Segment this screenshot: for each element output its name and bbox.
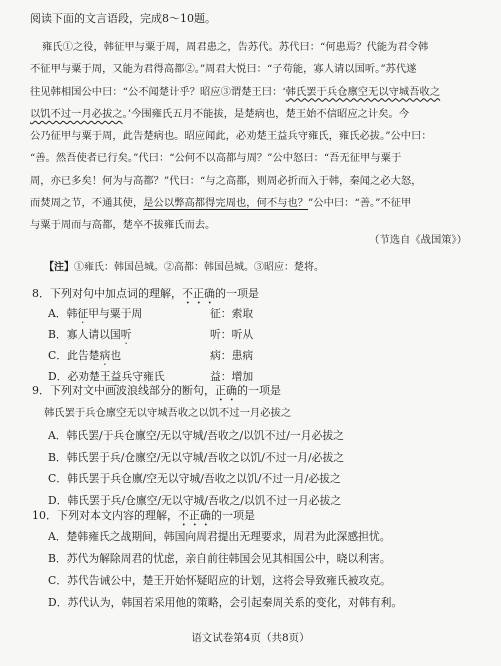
emphasis-text: 不正确 xyxy=(178,509,211,522)
passage-text: 往见韩相国公中曰：“公不闻楚计乎？昭应③谓楚王曰：‘ xyxy=(30,85,286,98)
passage-line xyxy=(30,103,476,125)
dotted-word: 益 xyxy=(110,370,122,383)
option-text: 楚韩雍氏之战期间，韩国向周君提出无理要求，周君为此深感担忧。 xyxy=(66,530,391,543)
classical-passage xyxy=(30,36,476,237)
stem-text: 9．下列对文中画波浪线部分的断句， xyxy=(32,384,215,397)
option-label: A． xyxy=(48,530,67,543)
dotted-word: 病 xyxy=(99,349,111,362)
passage-line xyxy=(30,36,476,58)
reading-instructions: 阅读下面的文言语段，完成8～10题。 xyxy=(30,12,216,25)
passage-text: ”公中曰：“善。”不征甲 xyxy=(308,197,412,210)
passage-text: 与粟于周而与高都，楚卒不拔雍氏而去。 xyxy=(30,219,216,232)
option-text: 苏代认为，韩国若采用他的策略，会引起秦周关系的变化，对韩有利。 xyxy=(67,596,403,609)
option-gloss: 益：增加 xyxy=(210,370,254,383)
note-text: ①雍氏：韩国邑城。②高都：韩国邑城。③昭应：楚将。 xyxy=(74,262,324,273)
passage-text: 而焚周之节，不通其使， xyxy=(30,197,144,210)
q9-option-d[interactable] xyxy=(48,493,341,508)
option-text: 甲与粟于周 xyxy=(88,307,143,320)
option-label: D． xyxy=(48,596,68,609)
option-text: 韩氏罢/于兵仓廪空/无以守城/吾收之/以饥不过/一月必拔之 xyxy=(66,429,344,442)
stem-text: 的一项是 xyxy=(211,509,255,522)
passage-text: 周，亦已多矣！何为与高都？”代曰：“与之高都，则周必折而入于韩，秦闻之必大怒， xyxy=(30,174,422,187)
passage-text: 。’今围雍氏五月不能拔，是楚病也，楚王始不信昭应之计矣。今 xyxy=(122,107,410,120)
emphasis-text: 不正确 xyxy=(182,287,215,300)
q9-option-c[interactable] xyxy=(48,471,341,486)
q9-quoted-sentence: 韩氏罢于兵仓廪空无以守城吾收之以饥不过一月必拔之 xyxy=(44,407,292,419)
dotted-word: 听 xyxy=(120,328,132,341)
page-footer: 语文试卷第4页（共8页） xyxy=(191,632,310,644)
q9-option-a[interactable] xyxy=(48,428,344,443)
option-text: 韩氏罢于兵仓廪/空无以守城/吾收之以饥/不过一月/必拔之 xyxy=(67,472,341,485)
option-label: B． xyxy=(48,451,67,464)
passage-line xyxy=(30,192,476,214)
footnote xyxy=(44,258,324,273)
question-10-stem xyxy=(32,507,255,529)
option-label: B． xyxy=(48,552,67,565)
option-text: 韩 xyxy=(66,307,78,320)
option-text: 此告楚 xyxy=(67,349,100,362)
option-label: C． xyxy=(48,574,68,587)
passage-text: “善。然吾使者已行矣。”代曰：“公何不以高都与周？”公中怒曰：“吾无征甲与粟于 xyxy=(30,152,402,165)
passage-line xyxy=(30,170,476,192)
option-text: 必劝楚王 xyxy=(67,370,111,383)
dotted-word: 征 xyxy=(77,307,89,320)
stem-text: 的一项是 xyxy=(215,287,259,300)
option-text: 寡人请以国 xyxy=(66,328,121,341)
passage-text: 公乃征甲与粟于周，此告楚病也。昭应闻此，必劝楚王益兵守雍氏，雍氏必拔。”公中曰： xyxy=(30,130,432,143)
option-text: 也 xyxy=(110,349,122,362)
passage-text: 雍氏①之役，韩征甲与粟于周，周君患之，告苏代。苏代曰：“何患焉？代能为君令韩 xyxy=(42,41,429,53)
option-gloss: 征：索取 xyxy=(210,307,254,320)
q10-option-b[interactable] xyxy=(48,551,391,566)
passage-line xyxy=(30,125,476,147)
q8-option-c[interactable] xyxy=(48,348,254,368)
option-text: 苏代告诫公中，楚王开始怀疑昭应的计划，这将会导致雍氏被攻克。 xyxy=(67,574,391,587)
q10-option-a[interactable] xyxy=(48,529,391,544)
question-8-stem xyxy=(32,285,259,307)
q8-option-a[interactable] xyxy=(48,306,254,326)
q10-option-c[interactable] xyxy=(48,573,391,588)
option-label: C． xyxy=(48,349,68,362)
option-text: 韩氏罢于兵/仓廪空/无以守城/吾收之以饥/不过一月/必拔之 xyxy=(66,451,345,464)
q10-option-d[interactable] xyxy=(48,595,402,610)
option-gloss: 听：听从 xyxy=(210,328,254,341)
wavy-underlined-text: 以饥不过一月必拔之 xyxy=(30,107,123,120)
option-label: D． xyxy=(48,370,68,383)
option-label: A． xyxy=(48,307,67,320)
wavy-underlined-text: 韩氏罢于兵仓廪空无以守城吾收之 xyxy=(285,85,441,98)
passage-source: （节选自《战国策》） xyxy=(369,234,467,246)
option-gloss: 病：患病 xyxy=(210,349,254,362)
note-tag: 【注】 xyxy=(44,262,74,273)
option-text: 苏代为解除周君的忧虑，亲自前往韩国会见其相国公中，晓以利害。 xyxy=(66,552,391,565)
q9-option-b[interactable] xyxy=(48,450,344,465)
option-text: 兵守雍氏 xyxy=(121,370,165,383)
passage-line xyxy=(30,147,476,169)
option-label: C． xyxy=(48,472,68,485)
passage-line xyxy=(30,58,476,80)
emphasis-text: 正确 xyxy=(215,384,237,397)
option-text: 韩氏罢于兵/仓廪空/无以守城/吾收之/以饥不过一月必拔之 xyxy=(67,494,342,507)
stem-text: 的一项是 xyxy=(237,384,281,397)
option-label: B． xyxy=(48,328,67,341)
passage-line xyxy=(30,81,476,103)
passage-text: 不征甲与粟于周，又能为君得高都②。”周君大悦曰：“子苟能，寡人请以国听。”苏代遂 xyxy=(30,63,417,76)
option-label: D． xyxy=(48,494,68,507)
stem-text: 8．下列对句中加点词的理解， xyxy=(32,287,182,300)
stem-text: 10．下列对本文内容的理解， xyxy=(32,509,178,522)
q8-option-b[interactable] xyxy=(48,327,254,347)
underlined-text: 是公以弊高都得完周也，何不与也？ xyxy=(143,197,309,210)
option-label: A． xyxy=(48,429,67,442)
question-9-stem xyxy=(32,382,281,404)
